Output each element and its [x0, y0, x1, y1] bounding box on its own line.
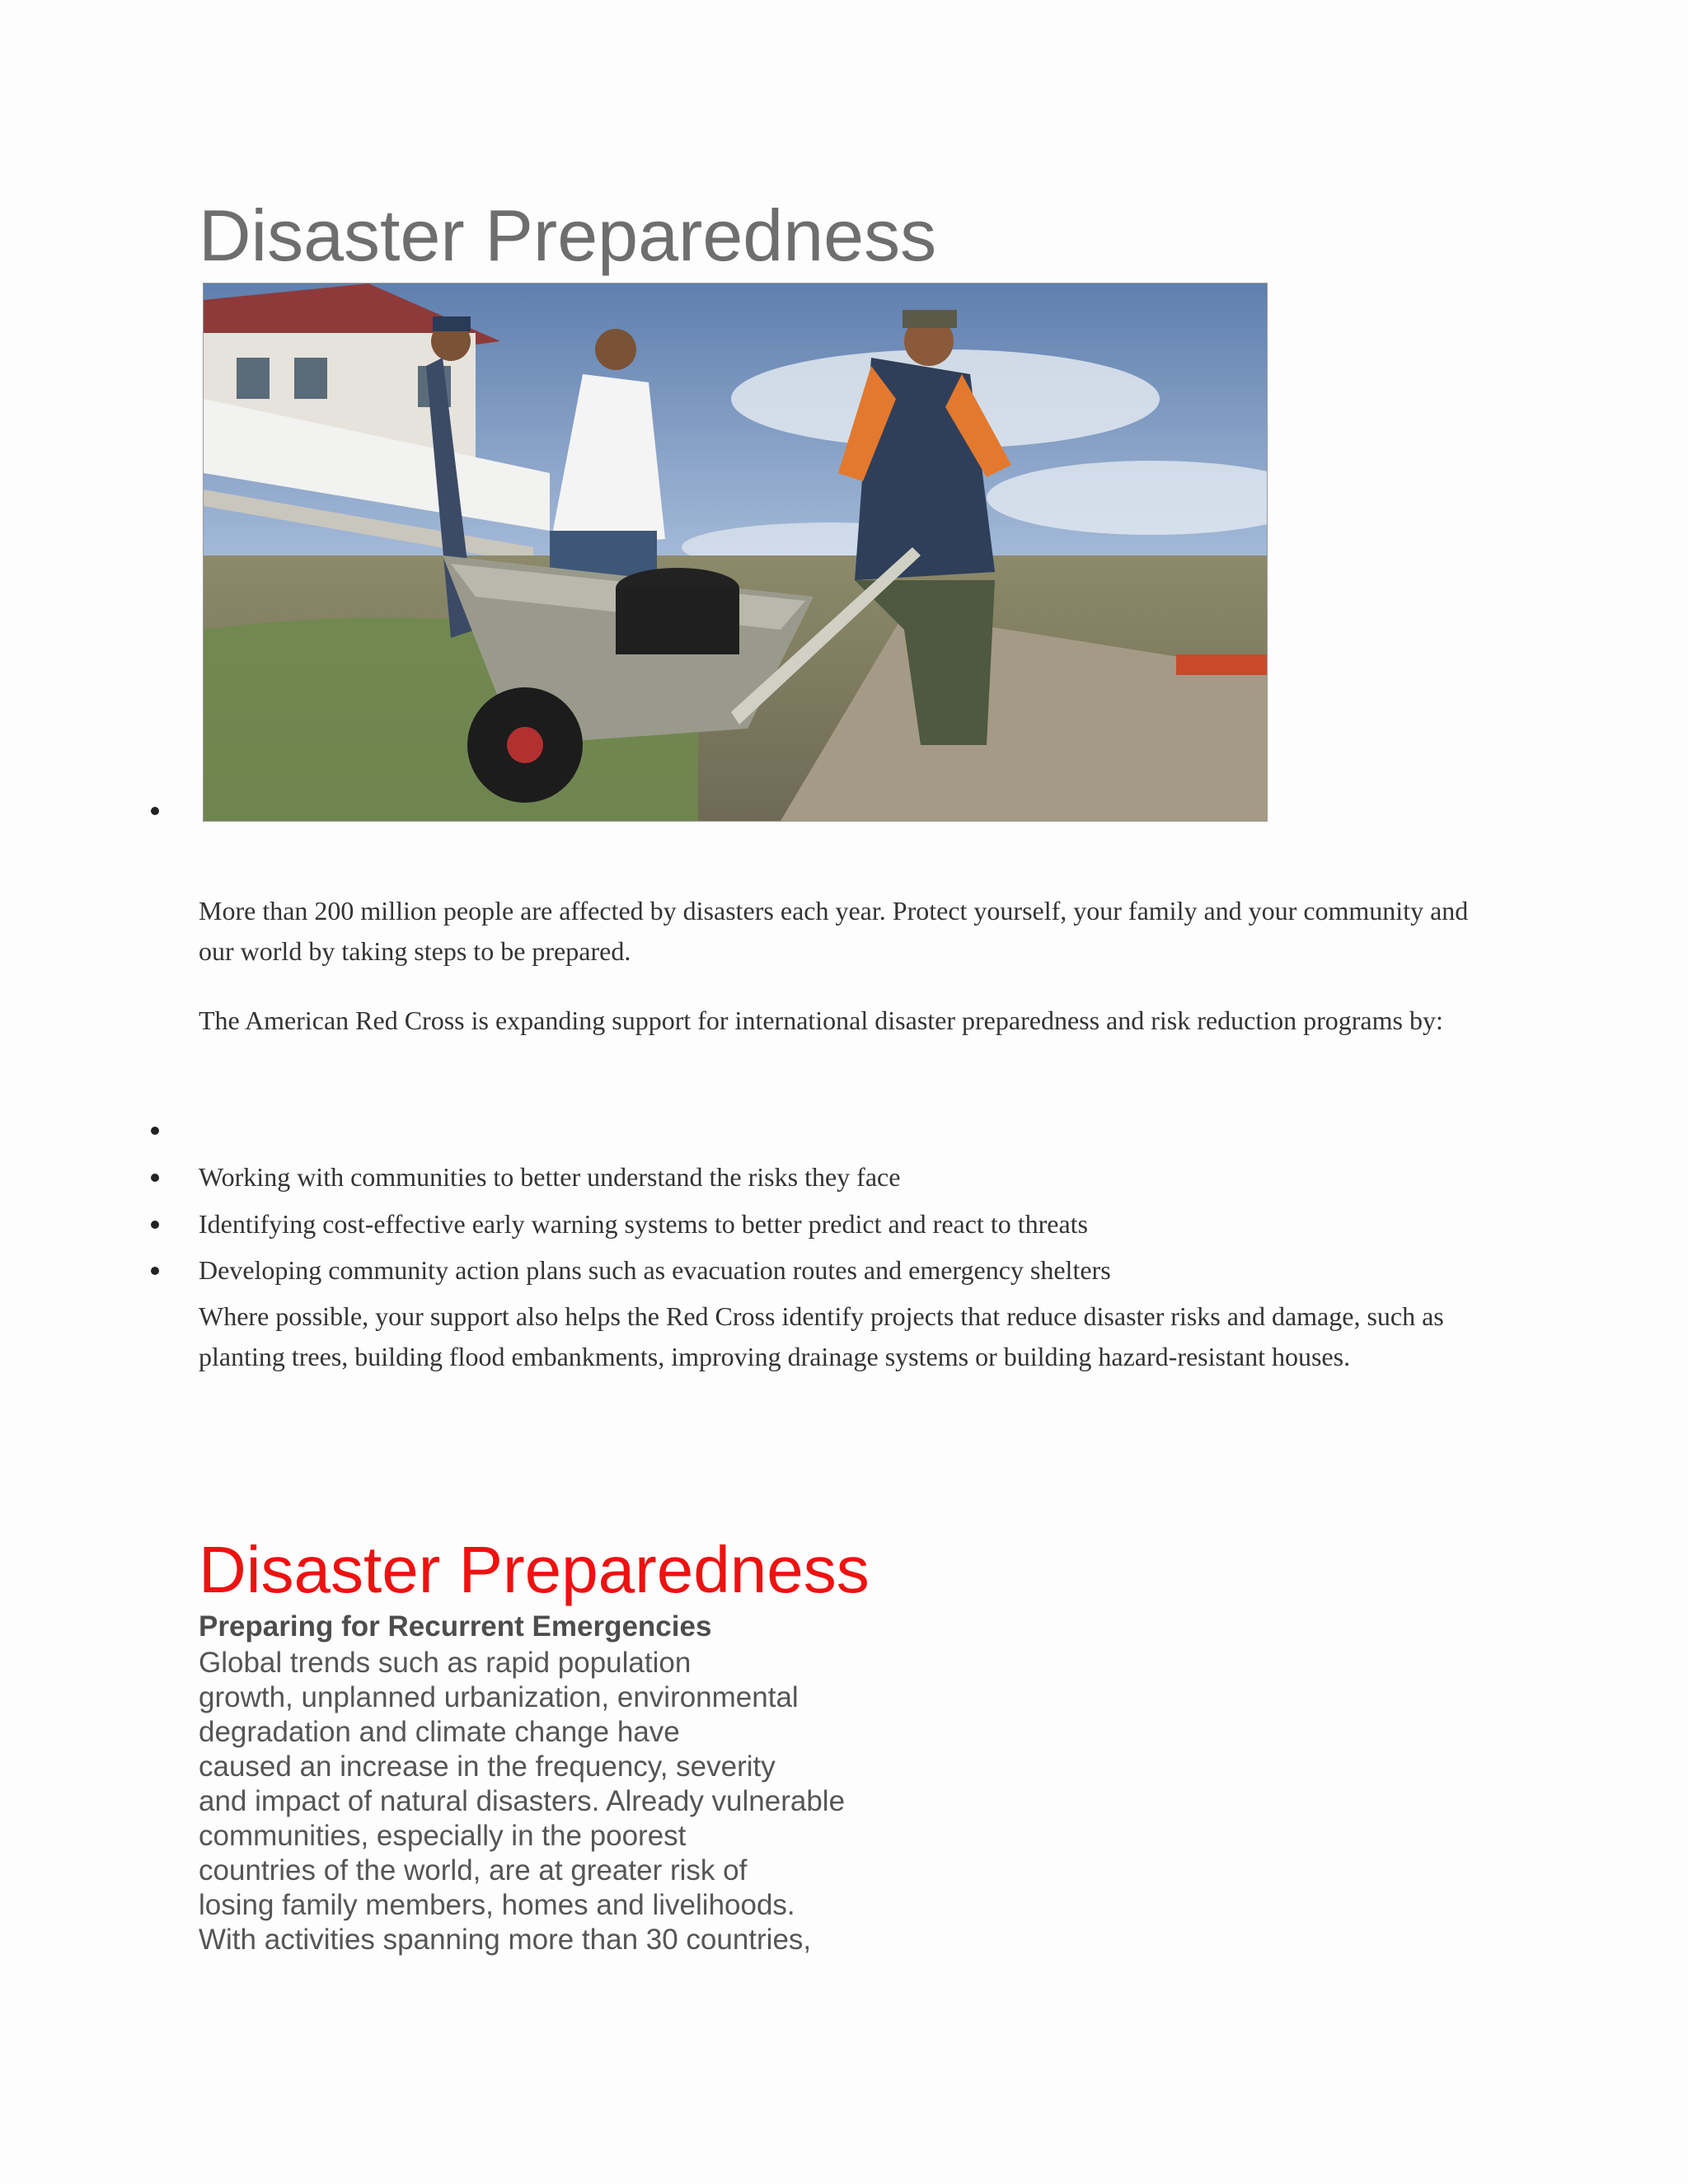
bullet-photo	[151, 807, 159, 815]
section-body	[199, 1646, 845, 1957]
section-subtitle: Preparing for Recurrent Emergencies	[199, 1610, 712, 1643]
body-line: and impact of natural disasters. Already vulnerable	[199, 1785, 846, 1817]
section-title: Disaster Preparedness	[199, 1533, 870, 1606]
bullet-item-2	[151, 1221, 159, 1229]
page-title: Disaster Preparedness	[199, 194, 937, 276]
photo-volunteers-wheelbarrow	[203, 283, 1268, 822]
body-line: losing family members, homes and livelihoods.	[199, 1889, 795, 1921]
bullet-item-1	[151, 1174, 159, 1182]
body-line: growth, unplanned urbanization, environmental	[199, 1681, 799, 1713]
closing-paragraph: Where possible, your support also helps the Red Cross identify projects that reduce disaster risks and damage, such as planting trees, building flood embankments, improving drainage systems or building hazard-resistant houses.	[199, 1301, 1444, 1371]
body-line: communities, especially in the poorest	[199, 1820, 687, 1852]
list-item: Working with communities to better understand the risks they face	[199, 1162, 901, 1192]
list-item: Identifying cost-effective early warning systems to better predict and react to threats	[199, 1209, 1088, 1239]
support-paragraph: The American Red Cross is expanding support for international disaster preparedness and risk reduction programs by:	[199, 1005, 1443, 1035]
bullet-item-3	[151, 1267, 159, 1275]
body-line: Global trends such as rapid population	[199, 1647, 692, 1679]
body-line: caused an increase in the frequency, severity	[199, 1750, 776, 1783]
body-line: With activities spanning more than 30 countries,	[199, 1924, 812, 1956]
list-item: Developing community action plans such as evacuation routes and emergency shelters	[199, 1255, 1111, 1285]
body-line: countries of the world, are at greater risk of	[199, 1854, 748, 1886]
intro-paragraph: More than 200 million people are affected by disasters each year. Protect yourself, your family and your community and our world by taking steps to be prepared.	[199, 896, 1469, 966]
body-line: degradation and climate change have	[199, 1716, 680, 1748]
bullet-empty	[151, 1127, 159, 1135]
